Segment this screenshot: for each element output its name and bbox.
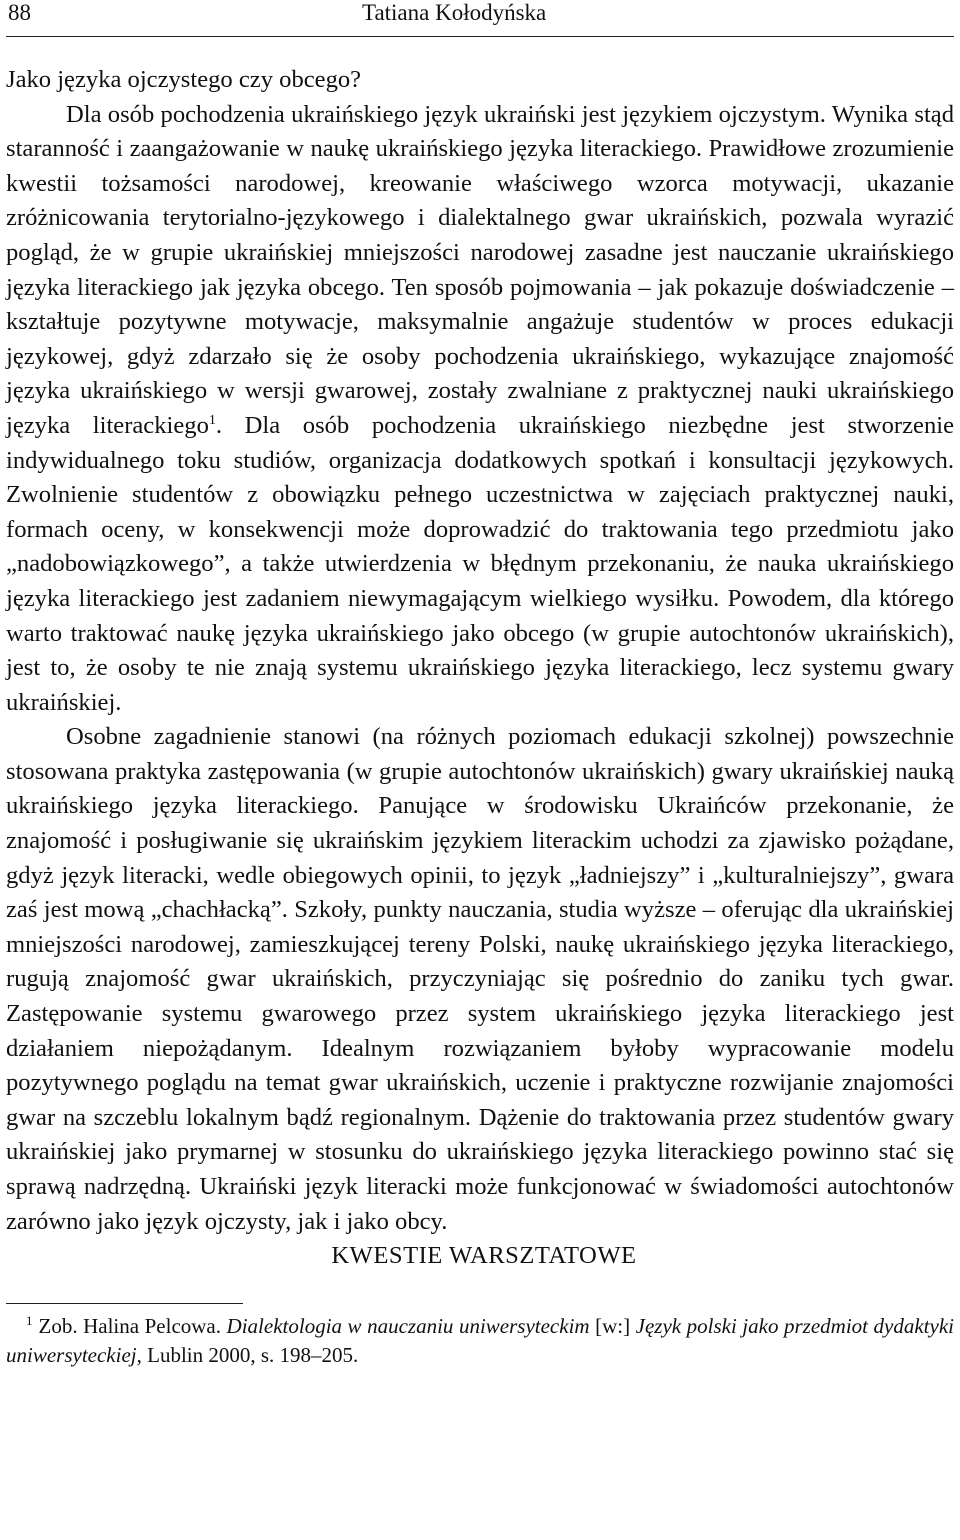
paragraph-1-continuation: . Dla osób pochodzenia ukraińskiego niezbędne jest stworzenie indywidualnego toku studiów, organizacja dodatkowych spotkań i konsultacji językowych. Zwolnienie studentów z obowiązku pełnego uczestnictwa w zajęciach praktycznej nauki, formach oceny, w konsekwencji może doprowadzić do traktowania tego przedmiotu jako „nadobowiązkowego”, a także utwierdzenia w błędnym przekonaniu, że nauka ukraińskiego języka literackiego jest zadaniem niewymagającym wielkiego wysiłku. Powodem, dla którego warto traktować naukę języka ukraińskiego jako obcego (w grupie autochtonów ukraińskich), jest to, że osoby te nie znają systemu ukraińskiego języka literackiego, lecz systemu gwary ukraińskiej. [6,411,954,716]
page [6,0,954,1370]
paragraph-1-text: Dla osób pochodzenia ukraińskiego język ukraiński jest językiem ojczystym. Wynika stąd staranność i zaangażowanie w naukę ukraińskiego języka literackiego. Prawidłowe zrozumienie kwestii tożsamości narodowej, kreowanie właściwego wzorca motywacji, ukazanie zróżnicowania terytorialno-językowego i dialektalnego gwar ukraińskich, pozwala wyrazić pogląd, że w grupie ukraińskiej mniejszości narodowej zasadne jest nauczanie ukraińskiego języka literackiego jak języka obcego. Ten sposób pojmowania – jak pokazuje doświadczenie – kształtuje pozytywne motywacje, maksymalnie angażuje studentów w proces edukacji językowej, gdyż zdarzało się że osoby pochodzenia ukraińskiego, wykazujące znajomość języka ukraińskiego w wersji gwarowej, zostały zwalniane z praktycznej nauki ukraińskiego języka literackiego [6,100,954,439]
running-head-author: Tatiana Kołodyńska [362,0,547,25]
footnote-book-title: Język polski jako przedmiot dydaktyki uniwersyteckiej [6,1314,954,1368]
footnote-mark: 1 [26,1313,33,1329]
section-heading: KWESTIE WARSZTATOWE [331,1242,637,1270]
body-text [6,63,954,1273]
page-number: 88 [8,0,31,25]
footnote-article-title: Dialektologia w nauczaniu uniwersyteckim [226,1314,590,1339]
footnote-reference[interactable]: 1 [208,412,216,428]
running-header [6,0,954,37]
footnote [6,1312,954,1370]
footnote-divider [6,1303,243,1304]
footnote-tail: , Lublin 2000, s. 198–205. [136,1343,359,1368]
footnote-mid: [w:] [589,1314,636,1339]
paragraph-1 [6,98,954,721]
paragraph-2: Osobne zagadnienie stanowi (na różnych poziomach edukacji szkolnej) powszechnie stosowana praktyka zastępowania (w grupie autochtonów ukraińskich) gwary ukraińskiej nauką ukraińskiego języka literackiego. Panujące w środowisku Ukraińców przekonanie, że znajomość i posługiwanie się ukraińskim językiem literackim uchodzi za zjawisko pożądane, gdyż język literacki, wedle obiegowych opinii, to język „ładniejszy” i „kulturalniejszy”, gwara zaś jest mową „chachłacką”. Szkoły, punkty nauczania, studia wyższe – oferując dla ukraińskiej mniejszości narodowej, zamieszkującej tereny Polski, naukę ukraińskiego języka literackiego, rugują znajomość gwar ukraińskich, przyczyniając się pośrednio do zaniku tych gwar. Zastępowanie systemu gwarowego przez system ukraińskiego języka literackiego jest działaniem niepożądanym. Idealnym rozwiązaniem byłoby wypracowanie modelu pozytywnego poglądu na temat gwar ukraińskich, uczenie i praktyczne rozwijanie znajomości gwar na szczeblu lokalnym bądź regionalnym. Dążenie do traktowania przez studentów gwary ukraińskiej jako prymarnej w stosunku do ukraińskiego języka literackiego powinno stać się sprawą nadrzędną. Ukraiński język literacki może funkcjonować w świadomości autochtonów zarówno jako język ojczysty, jak i jako obcy. [6,723,954,1235]
footnote-lead: Zob. Halina Pelcowa. [38,1314,227,1339]
section-question: Jako języka ojczystego czy obcego? [6,66,362,93]
